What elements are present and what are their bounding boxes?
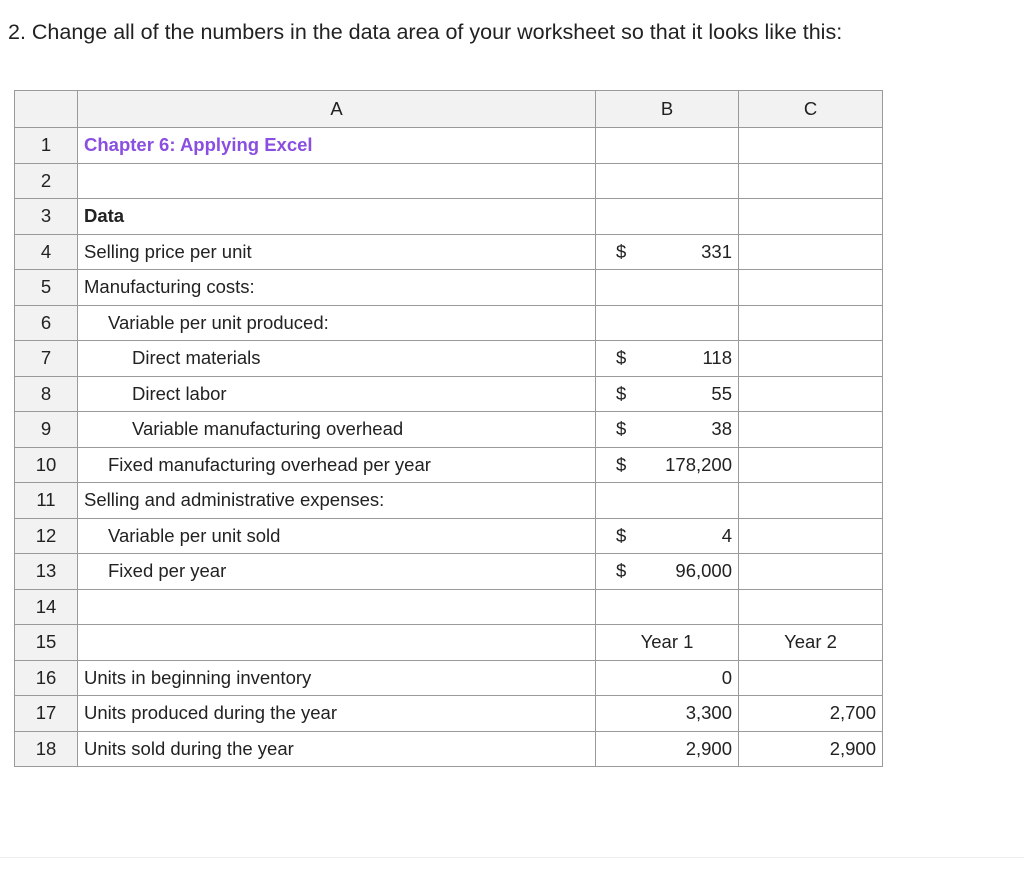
row-number[interactable]: 5 [15,270,78,306]
cell-a[interactable]: Selling price per unit [78,234,596,270]
cell-b[interactable] [596,128,739,164]
row-number[interactable]: 6 [15,305,78,341]
row-number[interactable]: 12 [15,518,78,554]
cell-c[interactable] [739,128,883,164]
cell-b-value: 331 [701,240,732,262]
row-number[interactable]: 9 [15,412,78,448]
cell-a[interactable]: Selling and administrative expenses: [78,483,596,519]
cell-a[interactable]: Variable per unit sold [78,518,596,554]
row-number[interactable]: 2 [15,163,78,199]
row-number[interactable]: 15 [15,625,78,661]
cell-a[interactable]: Units produced during the year [78,696,596,732]
cell-a[interactable] [78,163,596,199]
cell-b-value: 96,000 [675,560,732,582]
cell-c[interactable] [739,305,883,341]
table-row [15,483,883,519]
cell-b-value: 3,300 [685,702,732,724]
cell-b[interactable] [596,305,739,341]
cell-a[interactable]: Manufacturing costs: [78,270,596,306]
table-row [15,660,883,696]
row-number[interactable]: 8 [15,376,78,412]
table-row [15,412,883,448]
cell-c[interactable] [739,234,883,270]
column-header-row [15,91,883,128]
cell-b-value: 55 [711,382,732,404]
row-number[interactable]: 13 [15,554,78,590]
column-header-c[interactable]: C [739,91,883,128]
cell-a[interactable]: Variable per unit produced: [78,305,596,341]
table-row [15,554,883,590]
cell-a[interactable]: Fixed per year [78,554,596,590]
cell-c[interactable] [739,199,883,235]
currency-symbol: $ [616,418,627,440]
table-row [15,447,883,483]
table-row [15,199,883,235]
cell-b-value: 2,900 [685,737,732,759]
row-number[interactable]: 7 [15,341,78,377]
cell-b-value: 178,200 [665,453,732,475]
currency-symbol: $ [616,382,627,404]
cell-a[interactable]: Direct labor [78,376,596,412]
cell-b[interactable] [596,660,739,696]
cell-b[interactable] [596,341,739,377]
currency-symbol: $ [616,524,627,546]
cell-b-value: 118 [702,347,732,369]
table-row [15,518,883,554]
cell-b[interactable] [596,412,739,448]
table-row [15,163,883,199]
row-number[interactable]: 14 [15,589,78,625]
cell-a[interactable]: Units sold during the year [78,731,596,767]
cell-b-value: 4 [721,524,732,546]
cell-a[interactable]: Data [78,199,596,235]
cell-c[interactable] [739,447,883,483]
cell-b[interactable] [596,731,739,767]
cell-b[interactable] [596,163,739,199]
cell-b-value: 38 [711,418,732,440]
cell-c[interactable] [739,554,883,590]
cell-a[interactable]: Direct materials [78,341,596,377]
row-number[interactable]: 10 [15,447,78,483]
table-row [15,589,883,625]
cell-a[interactable]: Chapter 6: Applying Excel [78,128,596,164]
row-number[interactable]: 1 [15,128,78,164]
cell-a[interactable]: Fixed manufacturing overhead per year [78,447,596,483]
cell-c[interactable] [739,163,883,199]
cell-b[interactable] [596,554,739,590]
row-number[interactable]: 3 [15,199,78,235]
cell-c[interactable]: 2,700 [739,696,883,732]
currency-symbol: $ [616,347,627,369]
cell-c[interactable] [739,341,883,377]
row-number[interactable]: 18 [15,731,78,767]
cell-b[interactable]: Year 1 [596,625,739,661]
table-row [15,731,883,767]
cell-b[interactable] [596,270,739,306]
table-row [15,696,883,732]
cell-c[interactable] [739,589,883,625]
cell-b-value: 0 [721,666,732,688]
row-number[interactable]: 17 [15,696,78,732]
cell-c[interactable] [739,270,883,306]
table-row [15,128,883,164]
cell-b[interactable] [596,447,739,483]
cell-b[interactable] [596,589,739,625]
cell-c[interactable] [739,412,883,448]
cell-c[interactable] [739,660,883,696]
cell-b[interactable] [596,518,739,554]
cell-b[interactable] [596,696,739,732]
currency-symbol: $ [616,453,627,475]
currency-symbol: $ [616,240,627,262]
question-text: 2. Change all of the numbers in the data area of your worksheet so that it looks like this: [8,20,843,44]
row-number[interactable]: 11 [15,483,78,519]
column-header-a[interactable]: A [78,91,596,128]
cell-c[interactable] [739,483,883,519]
cell-b[interactable] [596,376,739,412]
currency-symbol: $ [616,560,627,582]
table-row [15,305,883,341]
cell-c[interactable] [739,376,883,412]
cell-a[interactable] [78,589,596,625]
cell-a[interactable] [78,625,596,661]
row-number[interactable]: 16 [15,660,78,696]
cell-c[interactable] [739,518,883,554]
cell-b[interactable] [596,234,739,270]
table-row [15,625,883,661]
corner-cell[interactable] [15,91,78,128]
cell-b[interactable] [596,483,739,519]
column-header-b[interactable]: B [596,91,739,128]
table-row [15,376,883,412]
cell-c[interactable]: 2,900 [739,731,883,767]
cell-a[interactable]: Variable manufacturing overhead [78,412,596,448]
cell-b[interactable] [596,199,739,235]
table-row [15,270,883,306]
divider [0,857,1024,858]
spreadsheet [14,90,883,767]
table-row [15,234,883,270]
table-row [15,341,883,377]
cell-c[interactable]: Year 2 [739,625,883,661]
cell-a[interactable]: Units in beginning inventory [78,660,596,696]
row-number[interactable]: 4 [15,234,78,270]
